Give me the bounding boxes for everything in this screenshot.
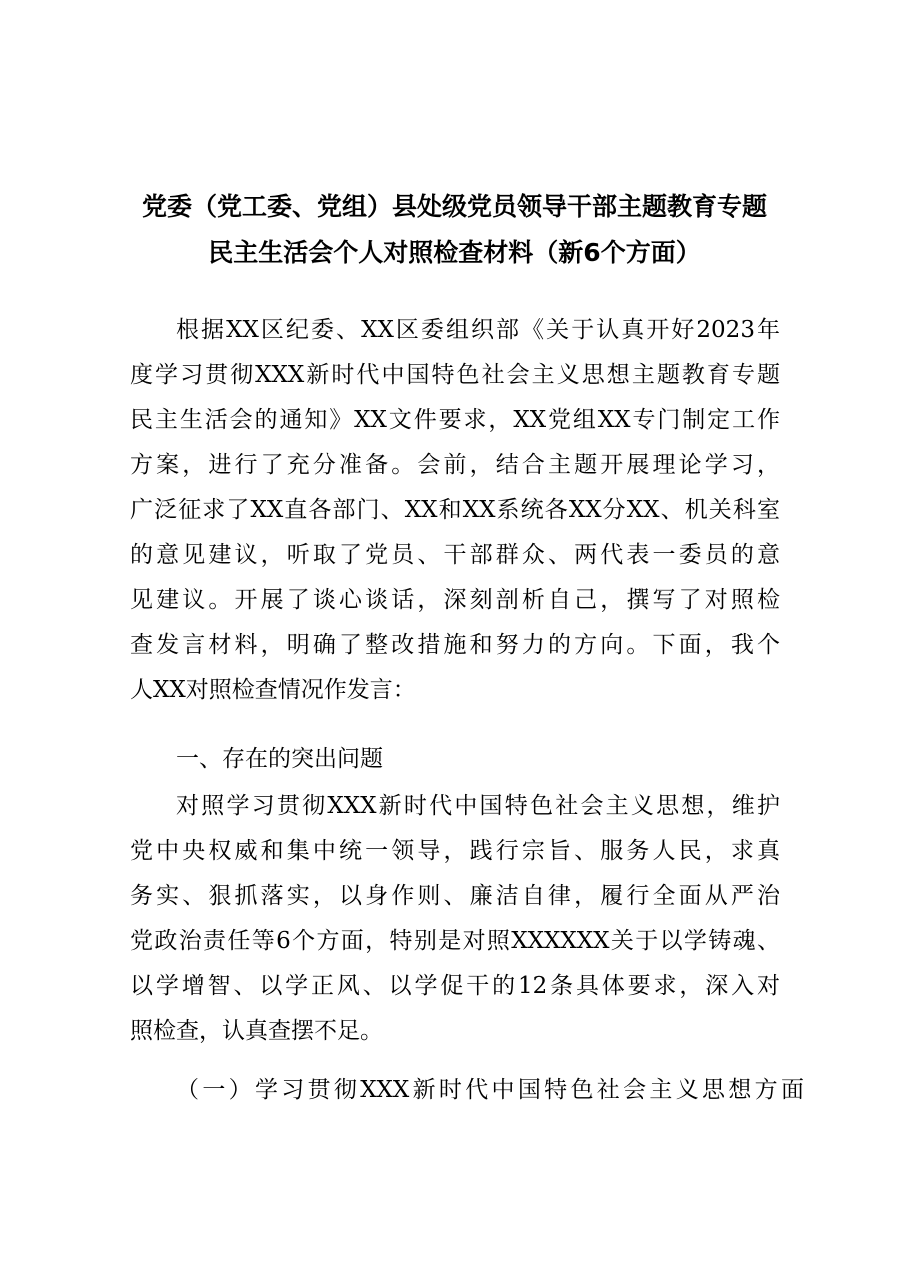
paragraph-line: 的意见建议，听取了党员、干部群众、两代表一委员的意 [130,542,780,568]
paragraph-line: 根据XX区纪委、XX区委组织部《关于认真开好2023年 [176,317,780,343]
paragraph-line: 以学增智、以学正风、以学促干的12条具体要求，深入对 [130,973,780,999]
paragraph-line: 民主生活会的通知》XX文件要求，XX党组XX专门制定工作 [130,407,780,433]
paragraph-line: 度学习贯彻XXX新时代中国特色社会主义思想主题教育专题 [130,362,780,388]
paragraph-line: 见建议。开展了谈心谈话，深刻剖析自己，撰写了对照检 [130,587,780,613]
paragraph-line: 照检查，认真查摆不足。 [130,1018,383,1044]
paragraph-line: 对照学习贯彻XXX新时代中国特色社会主义思想，维护 [176,793,780,819]
section-paragraph [130,790,780,1050]
paragraph-line: 务实、狠抓落实，以身作则、廉洁自律，履行全面从严治 [130,883,780,909]
paragraph-line: 方案，进行了充分准备。会前，结合主题开展理论学习， [130,452,780,478]
paragraph-line: 广泛征求了XX直各部门、XX和XX系统各XX分XX、机关科室 [130,497,780,523]
paragraph-line: 党政治责任等6个方面，特别是对照XXXXXX关于以学铸魂、 [130,928,780,954]
section-heading: 一、存在的突出问题 [176,746,383,772]
subsection-heading: （一）学习贯彻XXX新时代中国特色社会主义思想方面 [176,1077,804,1103]
paragraph-line: 查发言材料，明确了整改措施和努力的方向。下面，我个 [130,632,780,658]
intro-paragraph [130,314,780,714]
paragraph-line: 党中央权威和集中统一领导，践行宗旨、服务人民，求真 [130,838,780,864]
document-title-line-1: 党委（党工委、党组）县处级党员领导干部主题教育专题 [141,192,767,221]
document-title-line-2: 民主生活会个人对照检查材料（新6个方面） [208,238,701,267]
paragraph-line: 人XX对照检查情况作发言： [130,677,416,703]
